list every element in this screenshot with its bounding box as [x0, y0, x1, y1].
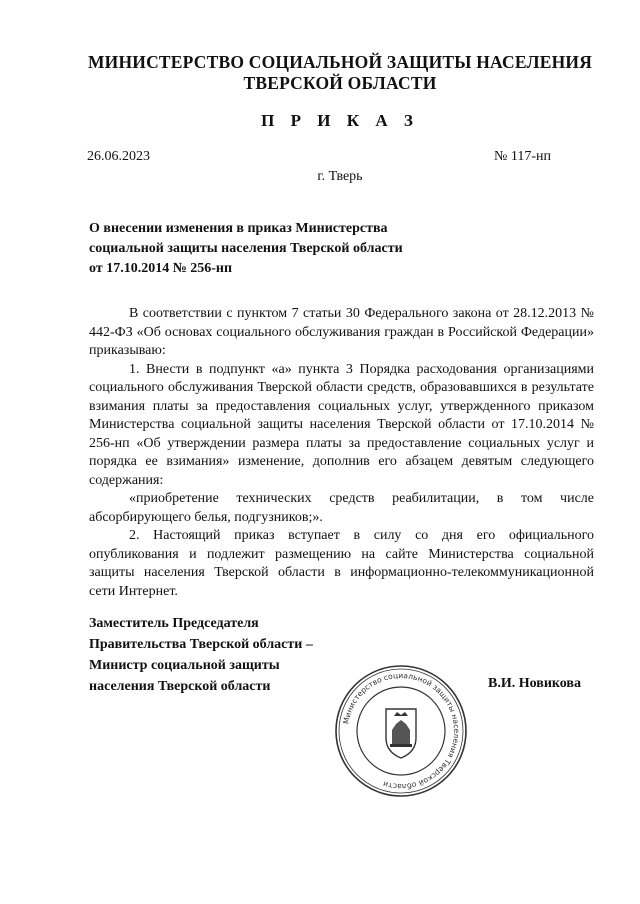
signer-name: В.И. Новикова: [488, 676, 581, 691]
item-2-paragraph: 2. Настоящий приказ вступает в силу со дня его официального опубликования и подлежит размещению на сайте Министерства социальной защиты населения Тверской области в информационно-телекоммуникационной сети Интернет.: [89, 528, 594, 599]
item-1-paragraph: 1. Внести в подпункт «а» пункта 3 Порядка расходования организациями социального обслуживания Тверской области средств, образовавшихся в результате взимания платы за предоставления социальных услуг, утвержденного приказом Министерства социальной защиты населения Тверской области от 17.10.2014 № 256-нп «Об утверждении размера платы за предоставление социальных услуг и порядка ее взимания» изменение, дополнив его абзацем девятым следующего содержания:: [89, 361, 594, 488]
order-number: № 117-нп: [494, 149, 551, 164]
subject-line-1: О внесении изменения в приказ Министерства: [89, 221, 388, 236]
subject-line-3: от 17.10.2014 № 256-нп: [89, 261, 233, 276]
order-subject: [89, 219, 449, 279]
signer-line-3: Министр социальной защиты: [89, 658, 280, 673]
signer-line-4: населения Тверской области: [89, 679, 271, 694]
ministry-header: [70, 52, 610, 94]
signer-title: [89, 613, 313, 697]
order-title: П Р И К А З: [261, 111, 419, 130]
ministry-line-1: МИНИСТЕРСТВО СОЦИАЛЬНОЙ ЗАЩИТЫ НАСЕЛЕНИЯ: [87, 52, 593, 72]
preamble-paragraph: В соответствии с пунктом 7 статьи 30 Федерального закона от 28.12.2013 № 442-ФЗ «Об основах социального обслуживания граждан в Российской Федерации» приказываю:: [89, 306, 594, 358]
ministry-line-2: ТВЕРСКОЙ ОБЛАСТИ: [243, 73, 437, 93]
seal-ring-text: Министерство социальной защиты населения Тверской области: [341, 670, 462, 792]
coat-of-arms-icon: [386, 709, 416, 758]
signer-line-2: Правительства Тверской области –: [89, 637, 313, 652]
official-seal: [334, 664, 468, 798]
order-body: [89, 305, 594, 601]
quote-paragraph: «приобретение технических средств реабилитации, в том числе абсорбирующего белья, подгузников;».: [89, 491, 594, 525]
subject-line-2: социальной защиты населения Тверской области: [89, 241, 403, 256]
order-date: 26.06.2023: [87, 149, 150, 164]
signer-line-1: Заместитель Председателя: [89, 616, 259, 631]
order-city: г. Тверь: [317, 169, 363, 184]
